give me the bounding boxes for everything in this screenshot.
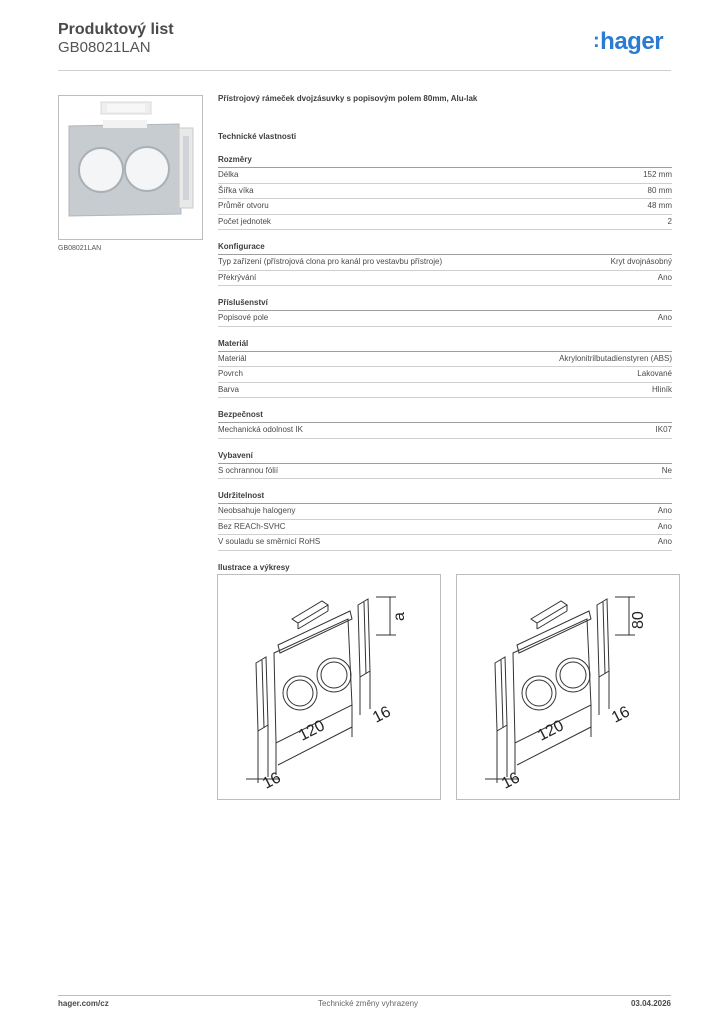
spec-row xyxy=(218,504,672,520)
section-heading: Vybavení xyxy=(218,451,672,464)
spec-row xyxy=(218,535,672,551)
spec-value: Ano xyxy=(657,313,672,322)
spec-section-material xyxy=(218,339,672,399)
logo-text: hager xyxy=(600,28,664,55)
section-heading: Udržitelnost xyxy=(218,491,672,504)
spec-section-accessories xyxy=(218,298,672,327)
illustrations-heading: Ilustrace a výkresy xyxy=(218,562,290,572)
spec-value: Ano xyxy=(657,272,672,282)
section-heading: Rozměry xyxy=(218,155,672,168)
spec-label: Průměr otvoru xyxy=(218,201,269,210)
width-dimension-label: 120 xyxy=(296,717,328,745)
spec-row xyxy=(218,168,672,184)
spec-value: Hliník xyxy=(651,384,672,394)
spec-row xyxy=(218,311,672,327)
footer-date: 03.04.2026 xyxy=(630,999,671,1008)
footer-website: hager.com/cz xyxy=(58,999,109,1008)
spec-value: 152 mm xyxy=(643,170,672,179)
spec-label: Délka xyxy=(218,170,239,179)
spec-label: Bez REACh-SVHC xyxy=(218,521,286,531)
height-dimension-label: 80 xyxy=(630,611,647,629)
section-heading: Příslušenství xyxy=(218,298,672,311)
technical-drawing-2 xyxy=(456,574,680,800)
spec-row xyxy=(218,383,672,399)
thumbnail-caption: GB08021LAN xyxy=(58,245,102,252)
spec-row xyxy=(218,423,672,439)
header-divider xyxy=(58,70,671,71)
spec-label: Překrývání xyxy=(218,272,257,282)
width-dimension-label: 120 xyxy=(535,717,567,745)
spec-value: 48 mm xyxy=(647,201,672,210)
spec-section-safety xyxy=(218,410,672,439)
section-heading: Konfigurace xyxy=(218,242,672,255)
spec-row xyxy=(218,271,672,287)
spec-label: Povrch xyxy=(218,369,243,378)
spec-row xyxy=(218,367,672,383)
spec-value: 80 mm xyxy=(647,185,672,195)
spec-row xyxy=(218,199,672,215)
spec-label: S ochrannou fólií xyxy=(218,465,279,475)
spec-label: V souladu se směrnicí RoHS xyxy=(218,537,321,546)
spec-label: Mechanická odolnost IK xyxy=(218,425,303,434)
spec-label: Barva xyxy=(218,384,239,394)
spec-value: Lakované xyxy=(637,369,672,378)
product-title: Přístrojový rámeček dvojzásuvky s popisovým polem 80mm, Alu-lak xyxy=(218,94,478,103)
spec-label: Počet jednotek xyxy=(218,216,271,226)
spec-section-sustainability xyxy=(218,491,672,551)
depth-dimension-label: 16 xyxy=(370,703,394,727)
spec-row xyxy=(218,352,672,368)
spec-section-configuration xyxy=(218,242,672,286)
spec-value: Ano xyxy=(657,506,672,515)
side-dimension-label: 16 xyxy=(499,769,523,793)
spec-row xyxy=(218,215,672,231)
spec-row xyxy=(218,255,672,271)
spec-value: Akrylonitrilbutadienstyren (ABS) xyxy=(559,353,672,363)
depth-dimension-label: 16 xyxy=(609,703,633,727)
spec-section-equipment xyxy=(218,451,672,480)
technical-drawing-1 xyxy=(217,574,441,800)
spec-value: Kryt dvojnásobný xyxy=(610,257,672,266)
product-thumbnail xyxy=(58,95,203,240)
footer-note: Technické změny vyhrazeny xyxy=(318,999,419,1008)
spec-label: Typ zařízení (přístrojová clona pro kanál pro vestavbu přístroje) xyxy=(218,257,443,266)
spec-row xyxy=(218,520,672,536)
spec-value: Ano xyxy=(657,521,672,531)
spec-label: Popisové pole xyxy=(218,313,269,322)
spec-value: 2 xyxy=(667,216,672,226)
spec-value: IK07 xyxy=(655,425,672,434)
section-heading: Materiál xyxy=(218,339,672,352)
spec-label: Šířka víka xyxy=(218,185,254,195)
height-dimension-label: a xyxy=(391,612,408,621)
spec-row xyxy=(218,464,672,480)
page-title: Produktový list xyxy=(58,21,174,38)
spec-row xyxy=(218,184,672,200)
spec-value: Ano xyxy=(657,537,672,546)
technical-properties-heading: Technické vlastnosti xyxy=(218,132,297,141)
spec-value: Ne xyxy=(661,465,672,475)
spec-section-dimensions xyxy=(218,155,672,230)
spec-label: Neobsahuje halogeny xyxy=(218,506,296,515)
spec-label: Materiál xyxy=(218,353,247,363)
footer-divider xyxy=(58,995,671,996)
specification-column xyxy=(218,94,672,572)
section-heading: Bezpečnost xyxy=(218,410,672,423)
hager-logo: :hager xyxy=(593,28,664,55)
side-dimension-label: 16 xyxy=(260,769,284,793)
product-code: GB08021LAN xyxy=(58,39,151,56)
